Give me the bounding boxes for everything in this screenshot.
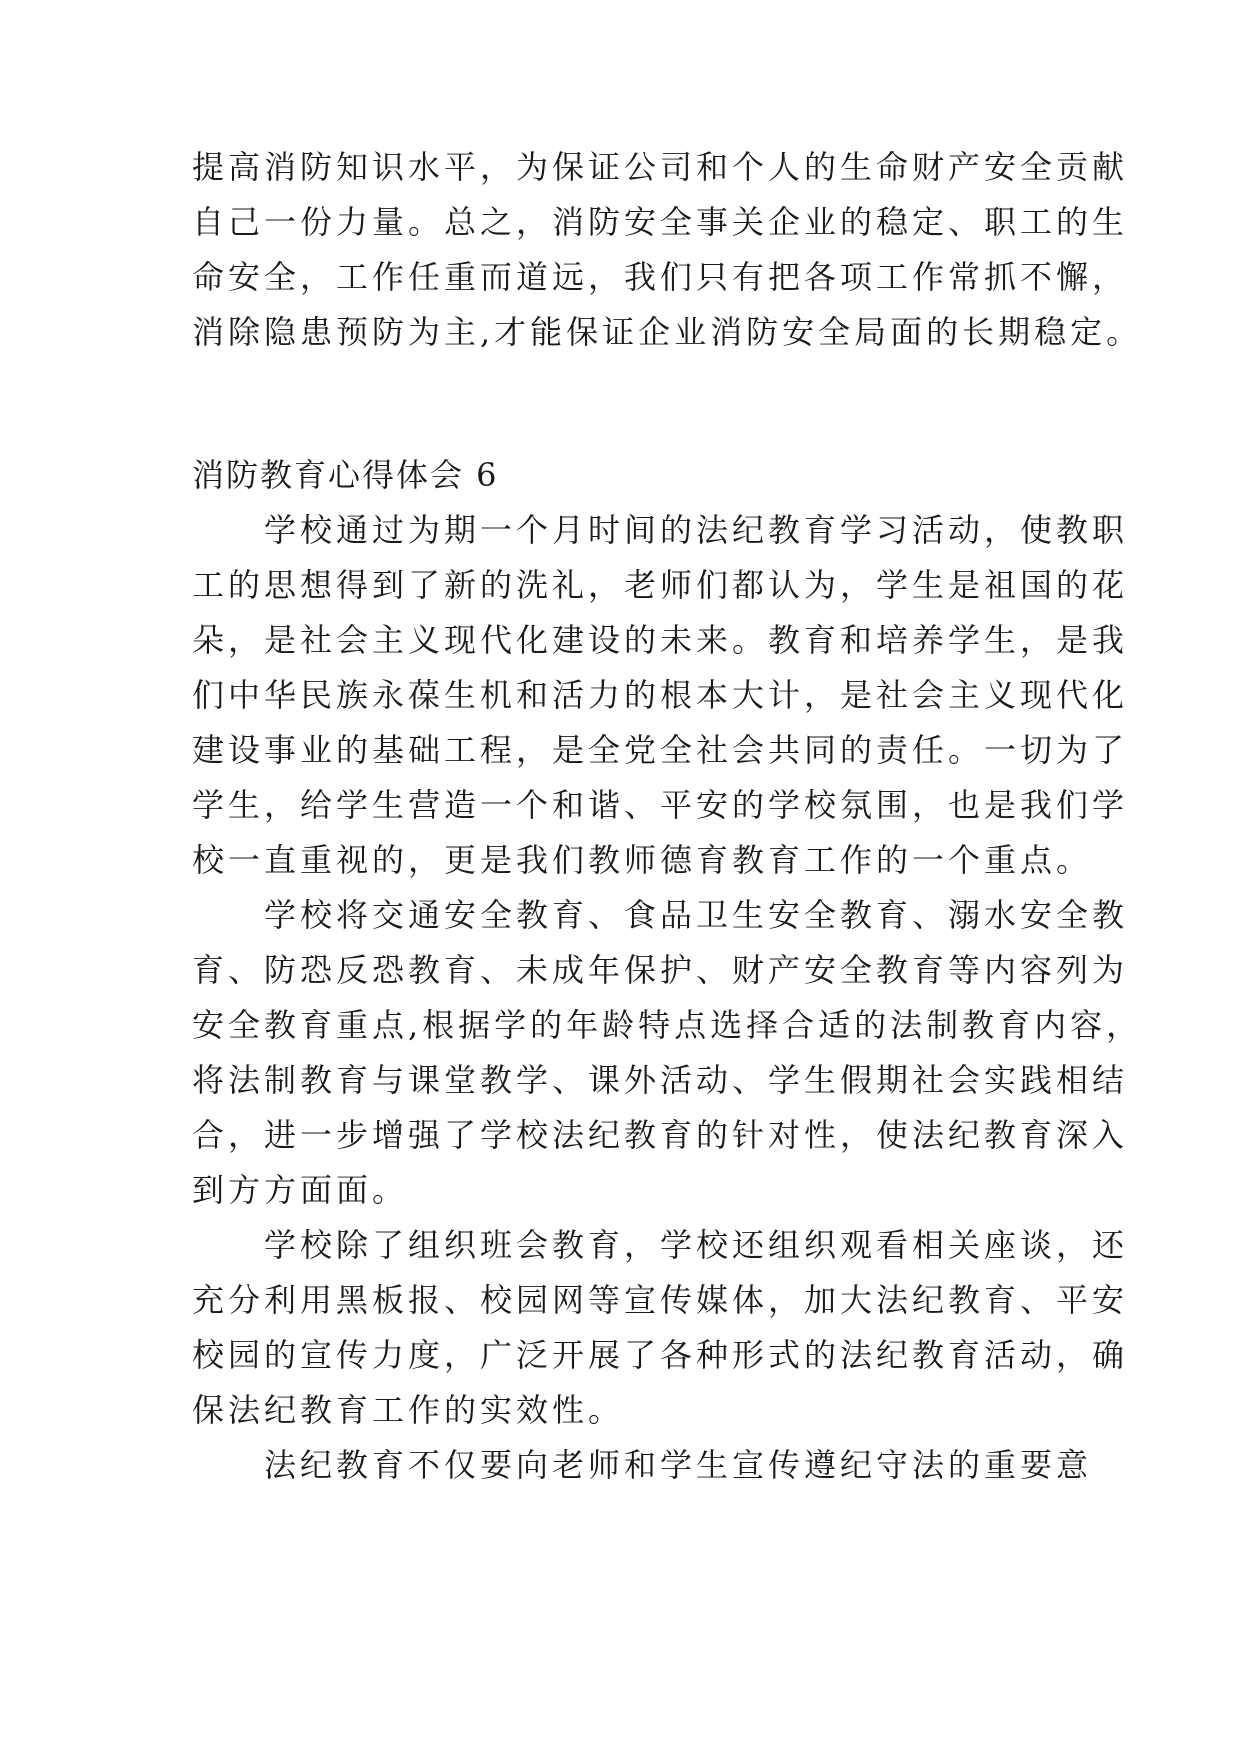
paragraph-line: 校一直重视的，更是我们教师德育教育工作的一个重点。 <box>192 841 1093 879</box>
paragraph-line: 工的思想得到了新的洗礼，老师们都认为，学生是祖国的花 <box>192 566 1129 604</box>
paragraph-line: 提高消防知识水平，为保证公司和个人的生命财产安全贡献 <box>192 148 1129 186</box>
paragraph-line: 朵，是社会主义现代化建设的未来。教育和培养学生，是我 <box>192 621 1129 659</box>
paragraph-line: 建设事业的基础工程，是全党全社会共同的责任。一切为了 <box>192 731 1129 769</box>
body-paragraph-3 <box>192 1218 1129 1438</box>
paragraph-line: 学生，给学生营造一个和谐、平安的学校氛围，也是我们学 <box>192 786 1129 824</box>
paragraph-line: 安全教育重点,根据学的年龄特点选择合适的法制教育内容， <box>192 1006 1143 1044</box>
body-paragraph-2 <box>192 888 1143 1218</box>
paragraph-line: 保法纪教育工作的实效性。 <box>192 1391 625 1429</box>
paragraph-line: 学校通过为期一个月时间的法纪教育学习活动，使教职 <box>192 511 1129 549</box>
paragraph-line: 自己一份力量。总之，消防安全事关企业的稳定、职工的生 <box>192 203 1129 241</box>
body-paragraph-4 <box>192 1438 1093 1493</box>
paragraph-line: 校园的宣传力度，广泛开展了各种形式的法纪教育活动，确 <box>192 1336 1129 1374</box>
body-paragraph-1 <box>192 503 1129 888</box>
continuation-paragraph <box>192 140 1143 360</box>
paragraph-line: 充分利用黑板报、校园网等宣传媒体，加大法纪教育、平安 <box>192 1281 1129 1319</box>
section-heading: 消防教育心得体会 6 <box>192 456 499 494</box>
paragraph-line: 育、防恐反恐教育、未成年保护、财产安全教育等内容列为 <box>192 951 1129 989</box>
paragraph-line: 合，进一步增强了学校法纪教育的针对性，使法纪教育深入 <box>192 1116 1129 1154</box>
paragraph-line: 消除隐患预防为主,才能保证企业消防安全局面的长期稳定。 <box>192 313 1143 351</box>
paragraph-line: 法纪教育不仅要向老师和学生宣传遵纪守法的重要意 <box>192 1446 1093 1484</box>
paragraph-line: 将法制教育与课堂教学、课外活动、学生假期社会实践相结 <box>192 1061 1129 1099</box>
paragraph-line: 命安全，工作任重而道远，我们只有把各项工作常抓不懈， <box>192 258 1129 296</box>
paragraph-line: 到方方面面。 <box>192 1171 409 1209</box>
paragraph-line: 学校将交通安全教育、食品卫生安全教育、溺水安全教 <box>192 896 1129 934</box>
paragraph-line: 学校除了组织班会教育，学校还组织观看相关座谈，还 <box>192 1226 1129 1264</box>
paragraph-line: 们中华民族永葆生机和活力的根本大计，是社会主义现代化 <box>192 676 1129 714</box>
